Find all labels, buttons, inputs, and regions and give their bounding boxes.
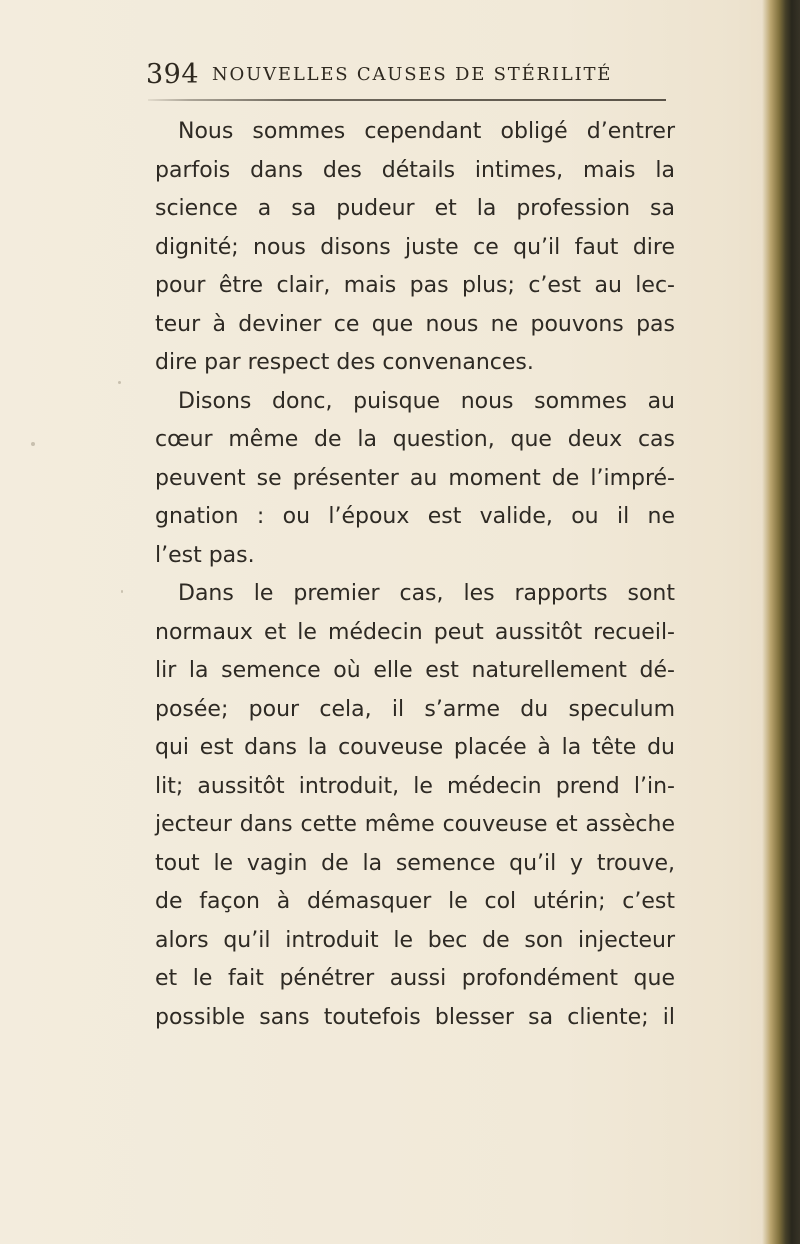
text-line: gnation : ou l’époux est valide, ou il ne bbox=[155, 504, 675, 529]
text-line: dignité; nous disons juste ce qu’il faut dire bbox=[155, 234, 675, 260]
page-binding-edge bbox=[762, 0, 800, 1244]
text-line: jecteur dans cette même couveuse et assèche bbox=[155, 812, 675, 837]
page-number: 394 bbox=[146, 59, 200, 90]
page-header bbox=[146, 58, 666, 92]
paper-speck bbox=[31, 442, 35, 446]
running-title: NOUVELLES CAUSES DE STÉRILITÉ bbox=[212, 64, 613, 85]
text-line: tout le vagin de la semence qu’il y trouve, bbox=[155, 850, 675, 876]
text-line: possible sans toutefois blesser sa cliente; il bbox=[155, 1004, 675, 1030]
text-line: qui est dans la couveuse placée à la tête du bbox=[155, 735, 675, 760]
header-rule bbox=[148, 99, 666, 101]
text-line: alors qu’il introduit le bec de son injecteur bbox=[155, 927, 675, 953]
text-line: cœur même de la question, que deux cas bbox=[155, 427, 675, 452]
text-line: et le fait pénétrer aussi profondément que bbox=[155, 966, 675, 991]
text-line: parfois dans des détails intimes, mais la bbox=[155, 157, 675, 183]
paper-speck bbox=[121, 590, 123, 593]
text-line: dire par respect des convenances. bbox=[155, 350, 534, 375]
text-line: lit; aussitôt introduit, le médecin prend l’in- bbox=[155, 773, 675, 799]
text-line: posée; pour cela, il s’arme du speculum bbox=[155, 696, 675, 722]
text-line: Disons donc, puisque nous sommes au bbox=[178, 388, 675, 414]
text-line: l’est pas. bbox=[155, 542, 255, 568]
text-line: peuvent se présenter au moment de l’impré- bbox=[155, 465, 675, 491]
body-text bbox=[155, 113, 675, 1037]
text-line: teur à deviner ce que nous ne pouvons pas bbox=[155, 311, 675, 337]
text-line: Nous sommes cependant obligé d’entrer bbox=[178, 119, 675, 144]
text-line: normaux et le médecin peut aussitôt recueil- bbox=[155, 619, 675, 645]
text-line: pour être clair, mais pas plus; c’est au lec- bbox=[155, 273, 675, 298]
text-line: science a sa pudeur et la profession sa bbox=[155, 196, 675, 221]
text-line: lir la semence où elle est naturellement dé- bbox=[155, 658, 675, 683]
paper-speck bbox=[118, 381, 121, 384]
text-line: Dans le premier cas, les rapports sont bbox=[178, 581, 675, 606]
text-line: de façon à démasquer le col utérin; c’est bbox=[155, 889, 675, 914]
